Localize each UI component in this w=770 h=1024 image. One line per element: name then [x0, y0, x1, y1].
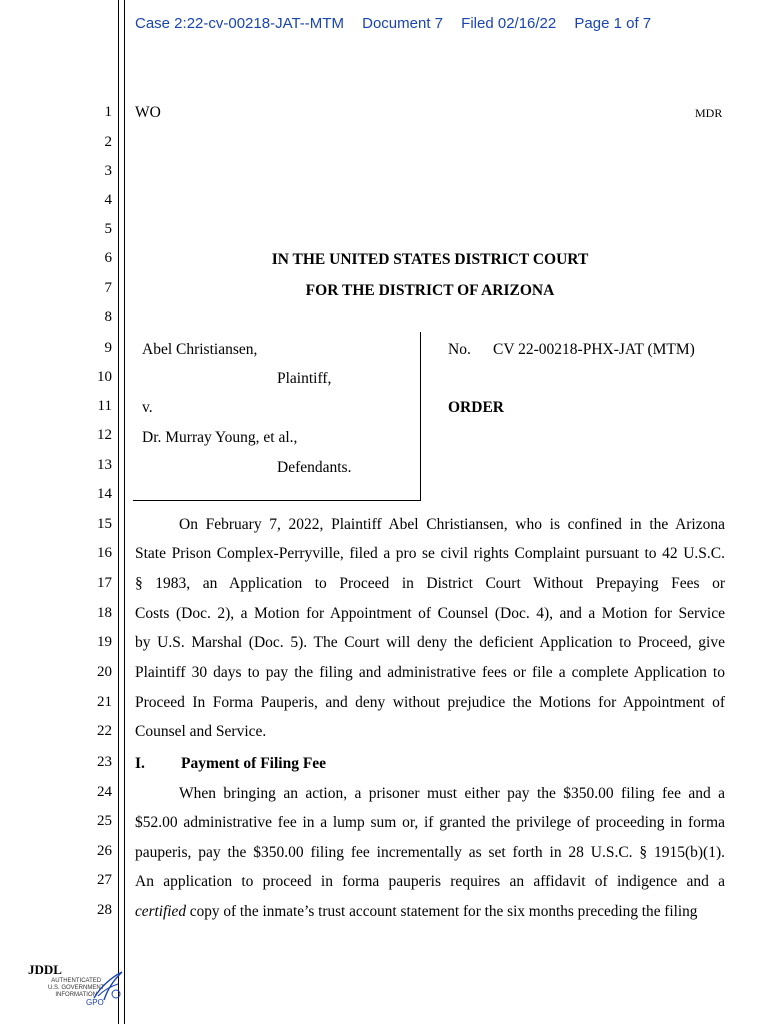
- line-number: 7: [104, 280, 112, 296]
- jddl-mark: JDDL: [28, 962, 62, 977]
- mdr-marker: MDR: [695, 106, 723, 120]
- body-line: When bringing an action, a prisoner must either pay the $350.00 filing fee and a: [179, 785, 725, 802]
- defendant-role: Defendants.: [277, 459, 352, 476]
- versus: v.: [142, 399, 153, 416]
- caption-divider: [420, 332, 421, 501]
- gpo-authentication-logo: [28, 962, 128, 1022]
- line-number: 6: [104, 250, 112, 266]
- body-line: An application to proceed in forma pauperis requires an affidavit of indigence and a: [135, 873, 725, 890]
- court-name: IN THE UNITED STATES DISTRICT COURT: [271, 251, 589, 268]
- auth-line-2: U.S. GOVERNMENT: [48, 985, 105, 991]
- body-line-rest: copy of the inmate’s trust account statement for the six months preceding the filing: [185, 903, 698, 920]
- line-number: 16: [97, 545, 112, 561]
- gpo-text: GPO: [86, 998, 104, 1007]
- line-number: 17: [97, 575, 112, 591]
- line-number: 2: [104, 134, 112, 150]
- line-number: 1: [104, 104, 112, 120]
- line-number: 21: [97, 694, 112, 710]
- body-line: $52.00 administrative fee in a lump sum or, if granted the privilege of proceeding in forma: [135, 814, 725, 831]
- ecf-header: [135, 15, 665, 32]
- defendant-name: Dr. Murray Young, et al.,: [142, 429, 298, 446]
- body-line: Costs (Doc. 2), a Motion for Appointment of Counsel (Doc. 4), and a Motion for Service: [135, 605, 725, 622]
- line-number: 4: [104, 192, 112, 208]
- line-number: 12: [97, 427, 112, 443]
- margin-rule-inner: [124, 0, 125, 1024]
- body-line: On February 7, 2022, Plaintiff Abel Christiansen, who is confined in the Arizona: [179, 516, 725, 533]
- body-line-last: [135, 903, 725, 921]
- plaintiff-role: Plaintiff,: [277, 370, 332, 387]
- line-number: 18: [97, 605, 112, 621]
- line-number: 10: [97, 369, 112, 385]
- court-district: FOR THE DISTRICT OF ARIZONA: [305, 282, 555, 299]
- body-line: pauperis, pay the $350.00 filing fee incrementally as set forth in 28 U.S.C. § 1915(b)(1).: [135, 844, 725, 861]
- line-number: 13: [97, 457, 112, 473]
- line-number: 3: [104, 163, 112, 179]
- case-number: CV 22-00218-PHX-JAT (MTM): [493, 341, 695, 358]
- plaintiff-name: Abel Christiansen,: [142, 341, 258, 358]
- line-number: 27: [97, 872, 112, 888]
- body-line: State Prison Complex-Perryville, filed a pro se civil rights Complaint pursuant to 42 U.S.C.: [135, 545, 725, 562]
- wo-marker: WO: [135, 104, 161, 121]
- line-number: 15: [97, 516, 112, 532]
- line-number: 24: [97, 784, 112, 800]
- header-document: Document 7: [362, 15, 443, 32]
- section-title: Payment of Filing Fee: [181, 755, 327, 772]
- section-number: I.: [135, 755, 145, 772]
- body-line: Counsel and Service.: [135, 723, 267, 740]
- line-number: 22: [97, 723, 112, 739]
- body-line: § 1983, an Application to Proceed in District Court Without Prepaying Fees or: [135, 575, 725, 592]
- body-line: by U.S. Marshal (Doc. 5). The Court will deny the deficient Application to Proceed, give: [135, 634, 725, 651]
- header-case-number: Case 2:22-cv-00218-JAT--MTM: [135, 15, 344, 32]
- case-number-label: No.: [448, 341, 471, 358]
- header-filed-date: Filed 02/16/22: [461, 15, 557, 32]
- order-title: ORDER: [448, 399, 504, 416]
- line-number: 14: [97, 486, 112, 502]
- caption-bottom-rule: [133, 500, 420, 501]
- line-number: 26: [97, 843, 112, 859]
- line-number: 28: [97, 902, 112, 918]
- line-number: 8: [104, 309, 112, 325]
- line-number: 11: [97, 398, 112, 414]
- line-number: 20: [97, 664, 112, 680]
- auth-line-1: AUTHENTICATED: [51, 978, 102, 984]
- line-number: 25: [97, 813, 112, 829]
- body-line: Proceed In Forma Pauperis, and deny without prejudice the Motions for Appointment of: [135, 694, 725, 711]
- line-number: 5: [104, 221, 112, 237]
- header-page-count: Page 1 of 7: [574, 15, 652, 32]
- line-number: 9: [104, 340, 112, 356]
- line-number: 23: [97, 754, 112, 770]
- italic-certified: certified: [135, 903, 186, 920]
- auth-line-3: INFORMATION: [55, 992, 97, 998]
- margin-rule-outer: [118, 0, 119, 1024]
- line-number: 19: [97, 634, 112, 650]
- body-line: Plaintiff 30 days to pay the filing and administrative fees or file a complete Application to: [135, 664, 725, 681]
